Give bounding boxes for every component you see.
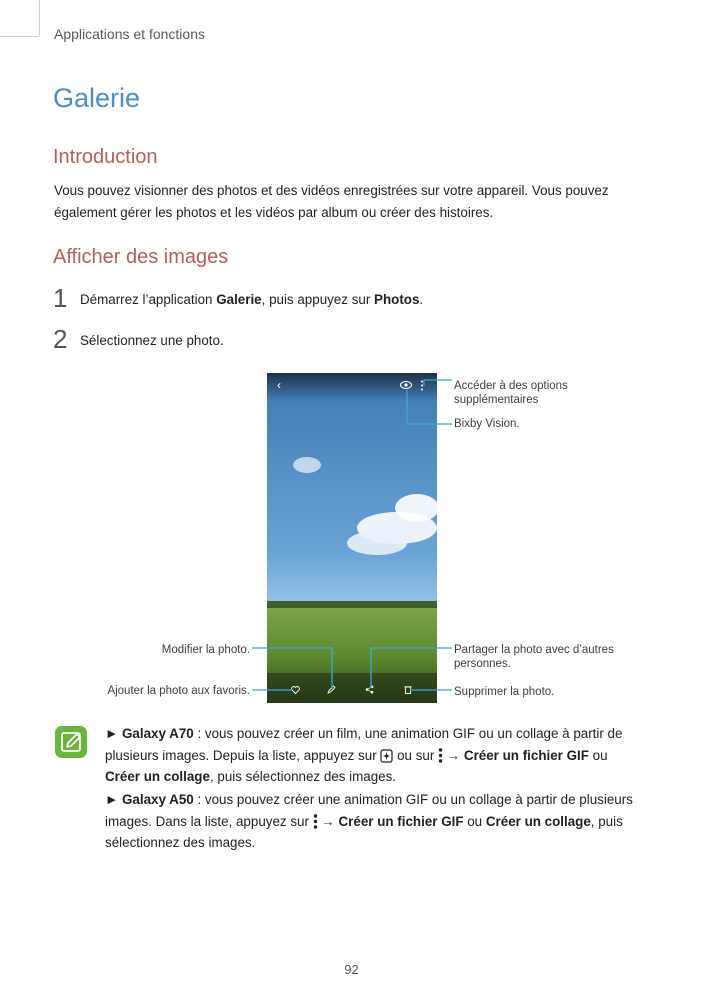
leader-more-options (424, 380, 452, 386)
create-gif-icon (380, 749, 393, 763)
note-galaxy-a70: ► Galaxy A70 : vous pouvez créer un film, une animation GIF ou un collage à partir de plusieurs images. Depuis la liste, appuyez sur ou sur → Créer un fichier GIF ou Créer un collage, puis sélectionnez des images. (105, 726, 623, 784)
callout-delete: Supprimer la photo. (454, 686, 555, 698)
step-1-number: 1 (53, 283, 68, 313)
section-header: Applications et fonctions (54, 26, 205, 42)
callout-more-options: Accéder à des options supplémentaires (454, 380, 568, 406)
page-number: 92 (344, 962, 359, 977)
step-2-number: 2 (53, 324, 68, 354)
intro-heading: Introduction (53, 146, 158, 168)
leader-edit (252, 648, 332, 688)
tab-name-photos: Photos (374, 292, 420, 307)
page-title: Galerie (53, 83, 141, 113)
note-pencil-icon (55, 726, 87, 758)
leader-share (371, 648, 452, 688)
intro-paragraph: Vous pouvez visionner des photos et des vidéos enregistrées sur votre appareil. Vous pouvez également gérer les photos et les vidéos par album ou créer des histoires. (54, 183, 609, 220)
note-galaxy-a50: ► Galaxy A50 : vous pouvez créer une animation GIF ou un collage à partir de plusieurs images. Dans la liste, appuyez sur → Créer un fichier GIF ou Créer un collage, puis sélectionnez des images. (105, 792, 633, 850)
callout-bixby: Bixby Vision. (454, 418, 520, 430)
step-2-text: Sélectionnez une photo. (80, 333, 224, 348)
view-heading: Afficher des images (53, 246, 229, 268)
step-1-text: Démarrez l’application Galerie, puis appuyez sur Photos. (80, 292, 424, 307)
callout-share: Partager la photo avec d’autres personnes. (454, 644, 614, 670)
app-name-galerie: Galerie (216, 292, 262, 307)
leader-bixby (407, 390, 452, 424)
callout-favorite: Ajouter la photo aux favoris. (107, 685, 250, 697)
back-icon[interactable]: ‹ (277, 378, 281, 392)
note-icon (55, 726, 87, 758)
callout-edit: Modifier la photo. (161, 644, 250, 656)
